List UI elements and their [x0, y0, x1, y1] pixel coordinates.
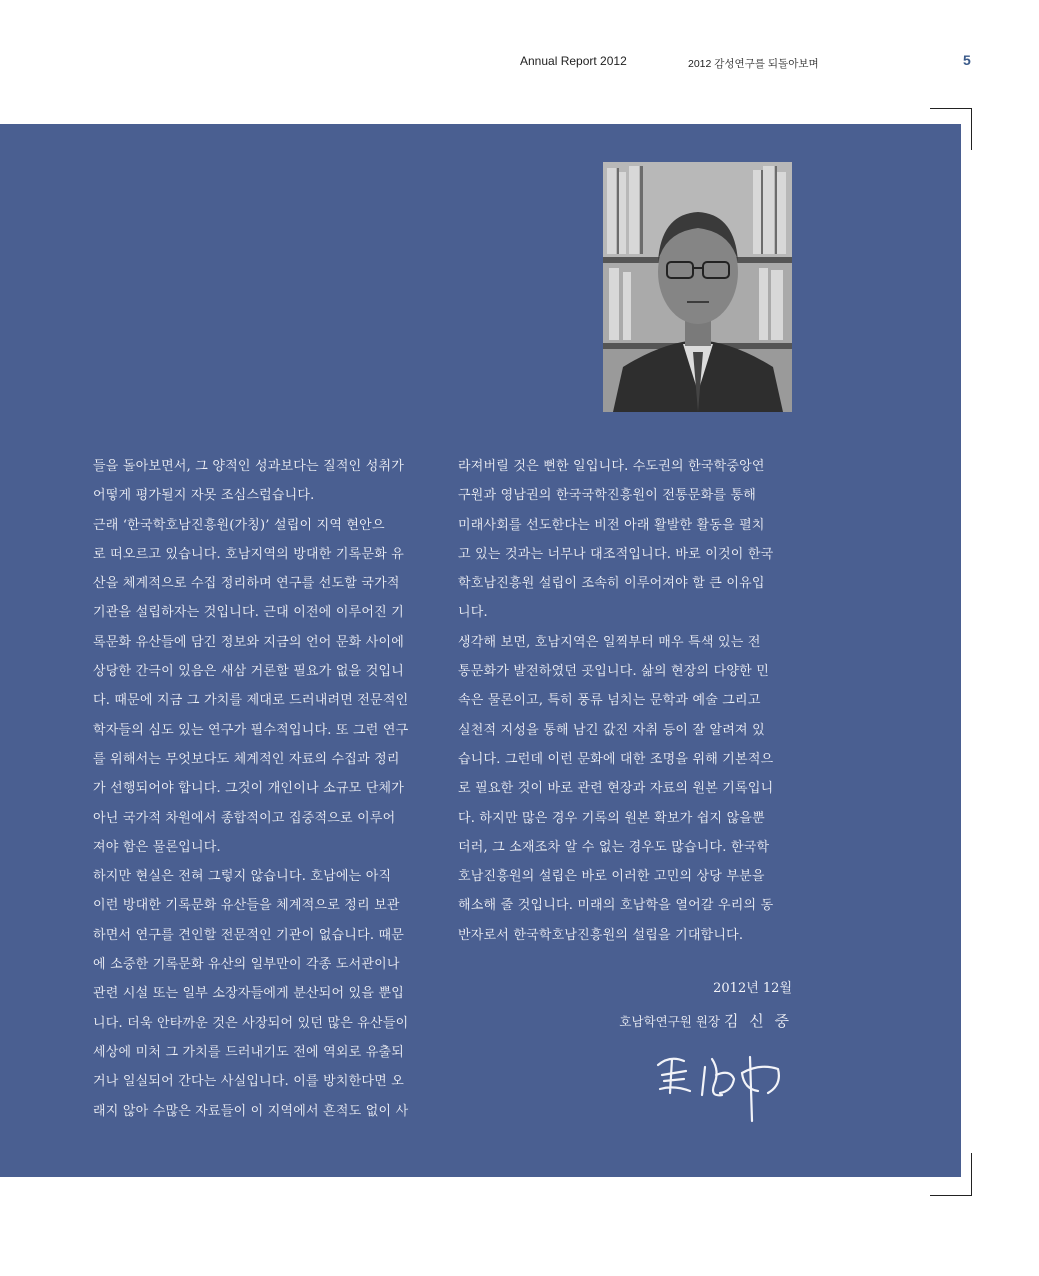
- report-title: Annual Report 2012: [520, 54, 627, 68]
- text-line: 기관을 설립하자는 것입니다. 근대 이전에 이루어진 기: [93, 605, 405, 621]
- text-line: 속은 물론이고, 특히 풍류 넘치는 문학과 예술 그리고: [458, 693, 761, 709]
- text-line: 반자로서 한국학호남진흥원의 설립을 기대합니다.: [458, 927, 744, 943]
- text-line: 로 필요한 것이 바로 관련 현장과 자료의 원본 기록입니: [458, 781, 774, 797]
- text-line: 통문화가 발전하였던 곳입니다. 삶의 현장의 다양한 민: [458, 664, 770, 680]
- page-number: 5: [963, 52, 971, 68]
- text-line: 다. 하지만 많은 경우 기록의 원본 확보가 쉽지 않을뿐: [458, 810, 765, 826]
- text-line: 하지만 현실은 전혀 그렇지 않습니다. 호남에는 아직: [93, 869, 392, 885]
- text-line: 더러, 그 소재조차 알 수 없는 경우도 많습니다. 한국학: [458, 839, 770, 855]
- text-line: 거나 일실되어 간다는 사실입니다. 이를 방치한다면 오: [93, 1074, 405, 1090]
- text-line: 학호남진흥원 설립이 조속히 이루어져야 할 큰 이유입: [458, 576, 765, 592]
- text-line: 록문화 유산들에 담긴 정보와 지금의 언어 문화 사이에: [93, 634, 405, 650]
- portrait-illustration: [603, 162, 792, 412]
- text-line: 생각해 보면, 호남지역은 일찍부터 매우 특색 있는 전: [458, 634, 761, 650]
- text-line: 이런 방대한 기록문화 유산들을 체계적으로 정리 보관: [93, 898, 400, 914]
- crop-mark-bottom-v: [971, 1153, 972, 1195]
- text-line: 에 소중한 기록문화 유산의 일부만이 각종 도서관이나: [93, 957, 400, 973]
- text-line: 학자들의 심도 있는 연구가 필수적입니다. 또 그런 연구: [93, 722, 409, 738]
- text-line: 미래사회를 선도한다는 비전 아래 활발한 활동을 펼치: [458, 517, 765, 533]
- section-title: 2012 감성연구를 되돌아보며: [688, 58, 819, 70]
- crop-mark-bottom-h: [930, 1195, 972, 1196]
- text-line: 래지 않아 수많은 자료들이 이 지역에서 흔적도 없이 사: [93, 1103, 409, 1119]
- crop-mark-top-h: [930, 108, 972, 109]
- text-line: 고 있는 것과는 너무나 대조적입니다. 바로 이것이 한국: [458, 546, 774, 562]
- text-line: 실천적 지성을 통해 남긴 값진 자취 등이 잘 알려져 있: [458, 722, 765, 738]
- text-line: 근래 ‘한국학호남진흥원(가칭)’ 설립이 지역 현안으: [93, 517, 385, 533]
- text-line: 로 떠오르고 있습니다. 호남지역의 방대한 기록문화 유: [93, 546, 405, 562]
- text-line: 다. 때문에 지금 그 가치를 제대로 드러내려면 전문적인: [93, 693, 409, 709]
- text-line: 니다.: [458, 605, 488, 621]
- text-line: 니다. 더욱 안타까운 것은 사장되어 있던 많은 유산들이: [93, 1015, 409, 1031]
- text-line: 구원과 영남권의 한국국학진흥원이 전통문화를 통해: [458, 488, 757, 504]
- body-column-right: [458, 452, 792, 950]
- crop-mark-top-v: [971, 108, 972, 150]
- author-line: [520, 1010, 792, 1031]
- body-column-left: [93, 452, 427, 1126]
- text-line: 관련 시설 또는 일부 소장자들에게 분산되어 있을 뿐입: [93, 986, 405, 1002]
- text-line: 산을 체계적으로 수집 정리하며 연구를 선도할 국가적: [93, 576, 400, 592]
- text-line: 들을 돌아보면서, 그 양적인 성과보다는 질적인 성취가: [93, 459, 405, 474]
- text-line: 호남진흥원의 설립은 바로 이러한 고민의 상당 부분을: [458, 869, 765, 885]
- text-line: 습니다. 그런데 이런 문화에 대한 조명을 위해 기본적으: [458, 751, 774, 767]
- text-line: 져야 함은 물론입니다.: [93, 839, 221, 855]
- text-line: 하면서 연구를 견인할 전문적인 기관이 없습니다. 때문: [93, 927, 405, 943]
- text-line: 를 위해서는 무엇보다도 체계적인 자료의 수집과 정리: [93, 751, 400, 767]
- text-line: 어떻게 평가될지 자못 조심스럽습니다.: [93, 488, 315, 504]
- closing-date: 2012년 12월: [713, 981, 792, 996]
- handwritten-signature: [650, 1045, 800, 1125]
- text-line: 가 선행되어야 합니다. 그것이 개인이나 소규모 단체가: [93, 781, 405, 797]
- author-role: 호남학연구원 원장: [619, 1014, 720, 1029]
- text-line: 해소해 줄 것입니다. 미래의 호남학을 열어갈 우리의 동: [458, 898, 774, 914]
- text-line: 아닌 국가적 차원에서 종합적이고 집중적으로 이루어: [93, 810, 396, 826]
- text-line: 라져버릴 것은 뻔한 일입니다. 수도권의 한국학중앙연: [458, 459, 765, 474]
- text-line: 상당한 간극이 있음은 새삼 거론할 필요가 없을 것입니: [93, 664, 405, 680]
- portrait-photo: [603, 162, 792, 412]
- author-name: 김 신 중: [723, 1012, 792, 1030]
- text-line: 세상에 미처 그 가치를 드러내기도 전에 역외로 유출되: [93, 1044, 405, 1060]
